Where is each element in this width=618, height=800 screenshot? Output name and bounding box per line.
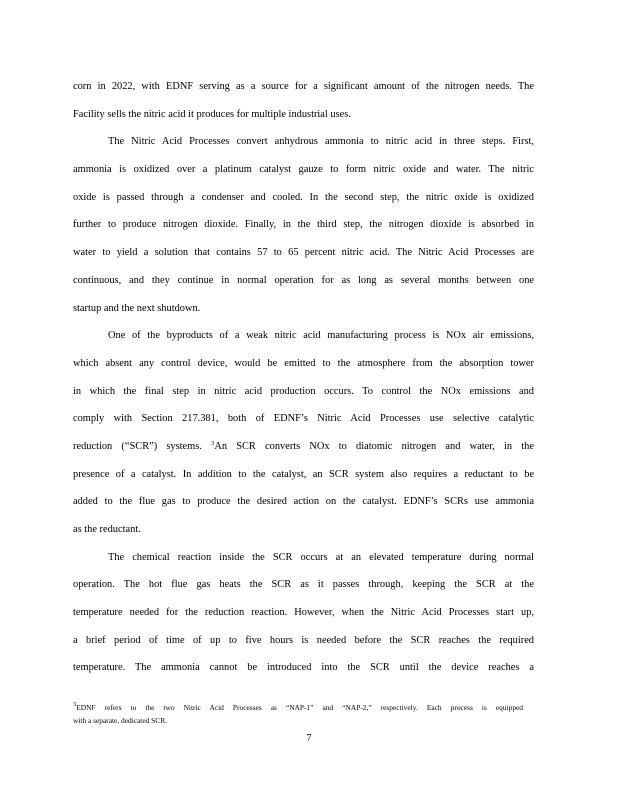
text-line: in which the final step in nitric acid production occurs. To control the NOx emissions and bbox=[73, 385, 534, 397]
footnote-reference: 3 bbox=[211, 439, 215, 447]
text-line: comply with Section 217.381, both of EDNF’s Nitric Acid Processes use selective catalytic bbox=[73, 413, 534, 425]
text-line: The Nitric Acid Processes convert anhydrous ammonia to nitric acid in three steps. First, bbox=[108, 136, 534, 148]
text-line: The chemical reaction inside the SCR occurs at an elevated temperature during normal bbox=[108, 551, 534, 563]
text-line: Facility sells the nitric acid it produces for multiple industrial uses. bbox=[73, 108, 351, 120]
text-line: temperature needed for the reduction reaction. However, when the Nitric Acid Processes start up, bbox=[73, 607, 534, 619]
text-line: operation. The hot flue gas heats the SCR as it passes through, keeping the SCR at the bbox=[73, 579, 534, 591]
body-text bbox=[73, 73, 534, 682]
footnote-divider bbox=[73, 694, 200, 695]
text-line bbox=[73, 433, 534, 461]
text-line: presence of a catalyst. In addition to the catalyst, an SCR system also requires a reductant to be bbox=[73, 468, 534, 480]
footnote bbox=[73, 702, 523, 727]
text-line: startup and the next shutdown. bbox=[73, 302, 201, 314]
page-number: 7 bbox=[306, 733, 312, 744]
text-line: water to yield a solution that contains 57 to 65 percent nitric acid. The Nitric Acid Processes are bbox=[73, 247, 534, 259]
text-line: added to the flue gas to produce the desired action on the catalyst. EDNF’s SCRs use ammonia bbox=[73, 496, 534, 508]
footnote-text: EDNF refers to the two Nitric Acid Processes as “NAP-1” and “NAP-2,” respectively. Each process is equipped bbox=[76, 703, 523, 712]
text-line: a brief period of time of up to five hours is needed before the SCR reaches the required bbox=[73, 634, 534, 646]
text-segment: An SCR converts NOx to diatomic nitrogen and water, in the bbox=[214, 440, 534, 452]
footnote-line bbox=[73, 702, 523, 715]
text-line: temperature. The ammonia cannot be introduced into the SCR until the device reaches a bbox=[73, 662, 534, 674]
text-segment: reduction (“SCR”) systems. bbox=[73, 440, 202, 452]
footnote-marker: 3 bbox=[73, 701, 77, 708]
text-line: as the reductant. bbox=[73, 524, 141, 535]
text-line: continuous, and they continue in normal operation for as long as several months between one bbox=[73, 274, 534, 286]
footnote-line: with a separate, dedicated SCR. bbox=[73, 715, 167, 725]
text-line: which absent any control device, would be emitted to the atmosphere from the absorption tower bbox=[73, 357, 534, 369]
text-line: oxide is passed through a condenser and cooled. In the second step, the nitric oxide is oxidized bbox=[73, 191, 534, 203]
text-line: One of the byproducts of a weak nitric acid manufacturing process is NOx air emissions, bbox=[108, 330, 534, 342]
text-line: ammonia is oxidized over a platinum catalyst gauze to form nitric oxide and water. The nitric bbox=[73, 164, 534, 176]
text-line: corn in 2022, with EDNF serving as a source for a significant amount of the nitrogen needs. The bbox=[73, 81, 534, 92]
text-line: further to produce nitrogen dioxide. Finally, in the third step, the nitrogen dioxide is absorbed in bbox=[73, 219, 534, 231]
